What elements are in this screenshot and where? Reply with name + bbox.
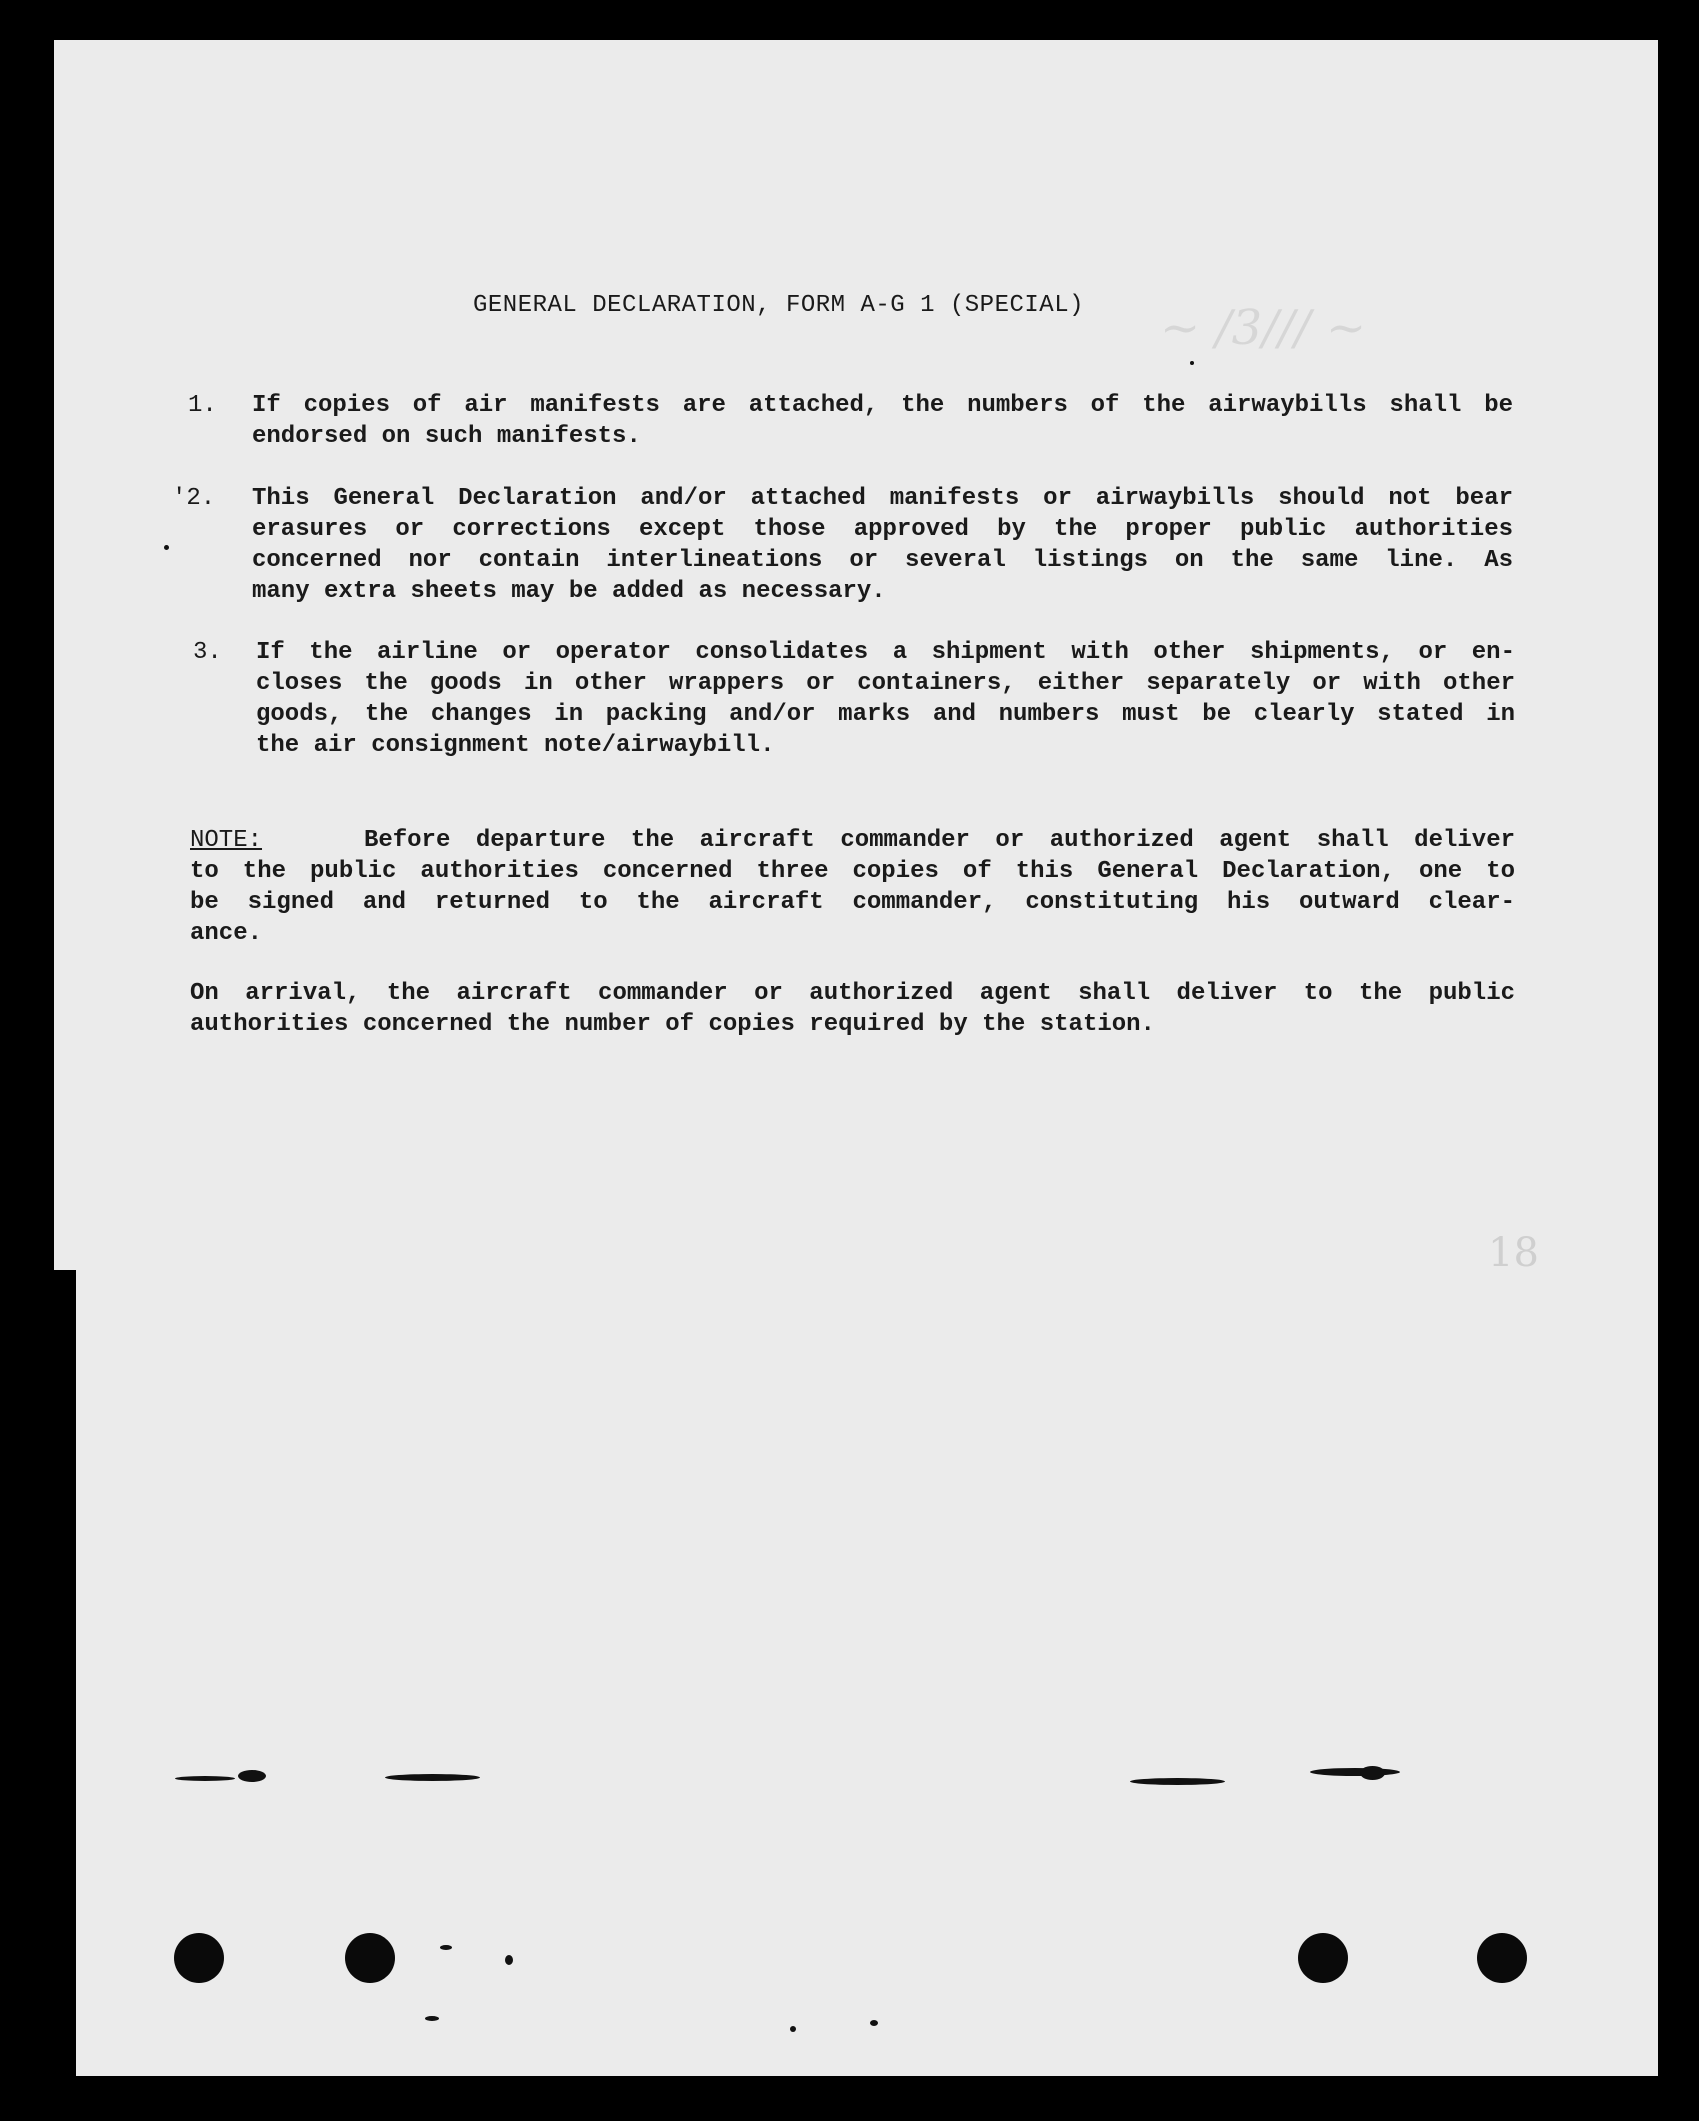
- item-line: This General Declaration and/or attached manifests or airwaybills should not bear: [252, 485, 1513, 512]
- item-text: [256, 637, 1515, 761]
- ink-speck: [175, 1776, 235, 1781]
- item-line: If copies of air manifests are attached, the numbers of the airwaybills shall be: [252, 392, 1513, 419]
- bleed-through-mark: 18: [1488, 1230, 1539, 1276]
- item-line: concerned nor contain interlineations or several listings on the same line. As: [252, 547, 1513, 574]
- note-line: ance.: [190, 920, 263, 947]
- arrival-text: [190, 978, 1515, 1040]
- ink-speck: [870, 2020, 878, 2026]
- ink-speck: [1190, 361, 1194, 365]
- arrival-section: [190, 978, 1515, 1048]
- item-line: goods, the changes in packing and/or marks and numbers must be clearly stated in: [256, 701, 1515, 728]
- item-number: 3.: [193, 639, 222, 666]
- item-line: the air consignment note/airwaybill.: [256, 732, 775, 759]
- arrival-line: authorities concerned the number of copies required by the station.: [190, 1011, 1155, 1038]
- item-line: closes the goods in other wrappers or containers, either separately or with other: [256, 670, 1515, 697]
- punch-hole: [1298, 1933, 1348, 1983]
- item-line: many extra sheets may be added as necessary.: [252, 578, 886, 605]
- item-text: [252, 390, 1513, 452]
- ink-speck: [1310, 1768, 1400, 1776]
- note-line: be signed and returned to the aircraft commander, constituting his outward clear-: [190, 889, 1515, 916]
- note-first-line: [190, 825, 1515, 856]
- item-number: 1.: [188, 392, 217, 419]
- arrival-line: On arrival, the aircraft commander or authorized agent shall deliver to the public: [190, 980, 1515, 1007]
- ink-speck: [164, 545, 169, 550]
- ink-speck: [385, 1774, 480, 1781]
- ink-speck: [790, 2026, 796, 2032]
- list-item-2: [172, 483, 1513, 613]
- faint-handwritten-mark: ~ /3/// ~: [1160, 300, 1367, 356]
- note-section: [190, 825, 1515, 955]
- ink-speck: [440, 1945, 452, 1950]
- ink-speck: [425, 2016, 439, 2021]
- note-first-line-text: Before departure the aircraft commander or authorized agent shall deliver: [363, 827, 1516, 854]
- page-edge-shadow: [46, 1270, 76, 2090]
- document-title: GENERAL DECLARATION, FORM A-G 1 (SPECIAL): [473, 292, 1084, 319]
- list-item-1: [188, 390, 1513, 460]
- list-item-3: [193, 637, 1515, 767]
- punch-hole: [174, 1933, 224, 1983]
- punch-hole: [345, 1933, 395, 1983]
- item-line: erasures or corrections except those approved by the proper public authorities: [252, 516, 1513, 543]
- ink-speck: [505, 1955, 513, 1965]
- ink-speck: [238, 1770, 266, 1782]
- note-text: [190, 825, 1515, 949]
- item-text: [252, 483, 1513, 607]
- punch-hole: [1477, 1933, 1527, 1983]
- item-line: endorsed on such manifests.: [252, 423, 641, 450]
- item-line: If the airline or operator consolidates a shipment with other shipments, or en-: [256, 639, 1515, 666]
- note-label: NOTE:: [190, 827, 263, 854]
- item-number: '2.: [172, 485, 216, 512]
- ink-speck: [1360, 1766, 1385, 1780]
- note-line: to the public authorities concerned three copies of this General Declaration, one to: [190, 858, 1515, 885]
- ink-speck: [1130, 1778, 1225, 1785]
